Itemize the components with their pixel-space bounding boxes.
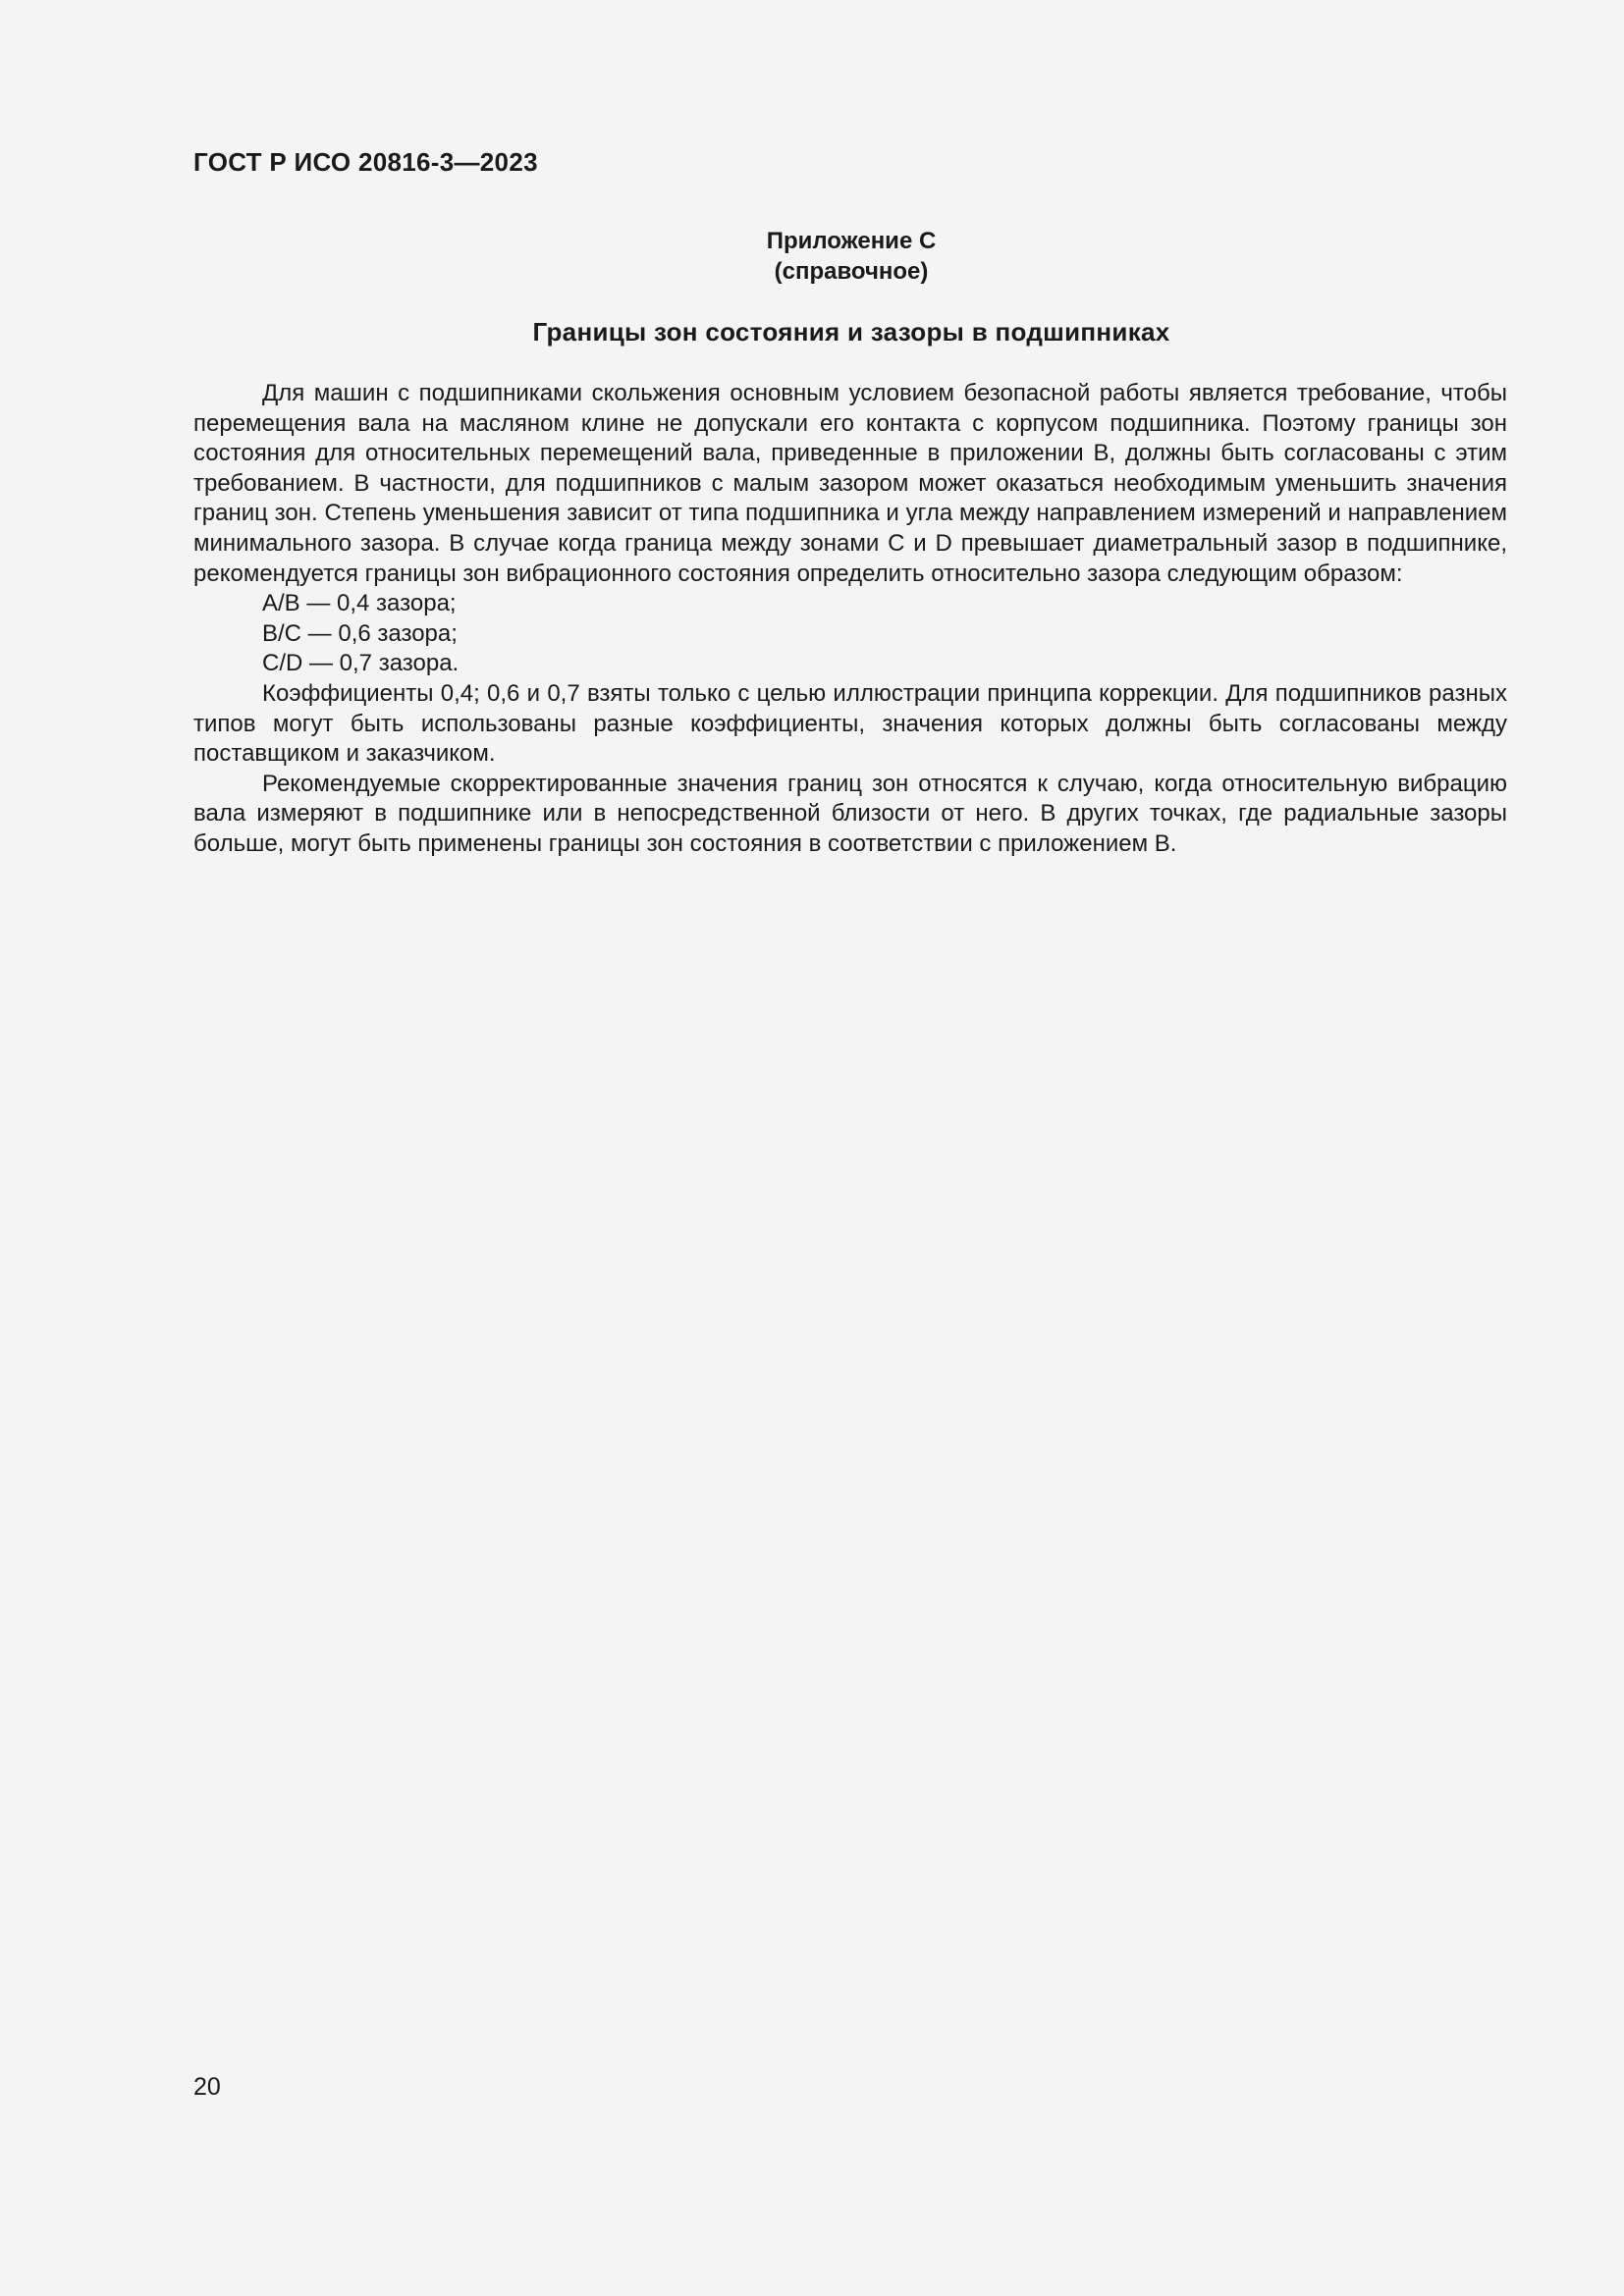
paragraph-recommended: Рекомендуемые скорректированные значения границ зон относятся к случаю, когда относительную вибрацию вала измеряют в подшипнике или в непосредственной близости от него. В других точках, где радиальные зазоры больше, могут быть применены границы зон состояния в соответствии с приложением В. bbox=[193, 770, 1507, 857]
paragraph-coefficients: Коэффициенты 0,4; 0,6 и 0,7 взяты только с целью иллюстрации принципа коррекции. Для подшипников разных типов могут быть использованы разные коэффициенты, значения которых должны быть согласованы между поставщиком и заказчиком. bbox=[193, 679, 1507, 768]
body-text bbox=[193, 379, 1507, 860]
section-title: Границы зон состояния и зазоры в подшипниках bbox=[532, 317, 1170, 347]
list-item-cd: С/D — 0,7 зазора. bbox=[262, 650, 460, 677]
list-item-bc: В/С — 0,6 зазора; bbox=[262, 619, 458, 647]
page-number: 20 bbox=[193, 2073, 221, 2101]
appendix-type: (справочное) bbox=[774, 258, 929, 285]
document-code-header: ГОСТ Р ИСО 20816-3—2023 bbox=[193, 147, 538, 177]
appendix-title: Приложение С bbox=[766, 228, 937, 254]
list-item-ab: А/В — 0,4 зазора; bbox=[262, 590, 457, 617]
appendix-heading bbox=[193, 226, 1509, 287]
paragraph-intro: Для машин с подшипниками скольжения основным условием безопасной работы является требование, чтобы перемещения вала на масляном клине не допускали его контакта с корпусом подшипника. Поэтому границы зон состояния для относительных перемещений вала, приведенные в приложении В, должны быть согласованы с этим требованием. В частности, для подшипников с малым зазором может оказаться необходимым уменьшить значения границ зон. Степень уменьшения зависит от типа подшипника и угла между направлением измерений и направлением минимального зазора. В случае когда граница между зонами С и D превышает диаметральный зазор в подшипнике, рекомендуется границы зон вибрационного состояния определить относительно зазора следующим образом: bbox=[193, 380, 1507, 587]
